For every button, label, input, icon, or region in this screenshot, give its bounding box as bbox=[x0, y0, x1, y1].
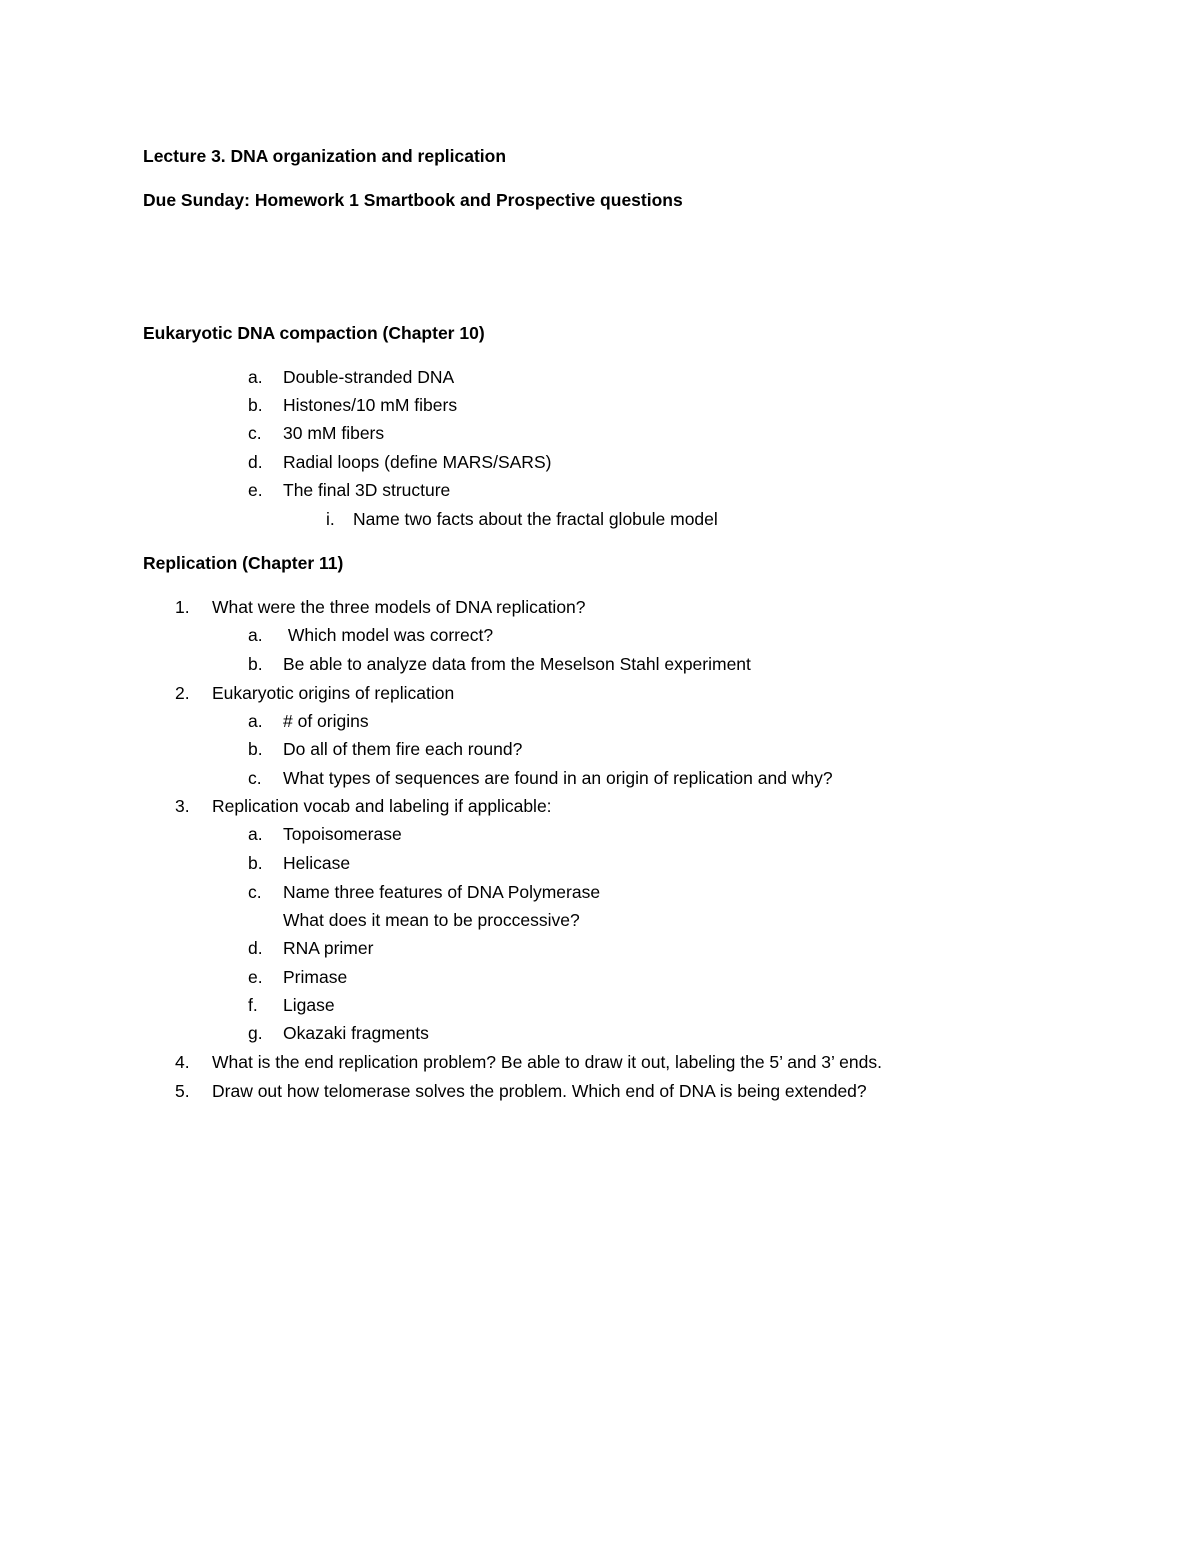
list-marker: b. bbox=[248, 395, 263, 415]
list-marker: c. bbox=[248, 768, 262, 788]
list-item-text: # of origins bbox=[283, 711, 369, 731]
list-item-text: Helicase bbox=[283, 853, 351, 873]
list-item-text: Topoisomerase bbox=[283, 824, 402, 844]
list-marker: b. bbox=[248, 654, 263, 674]
lecture-title: Lecture 3. DNA organization and replication bbox=[143, 146, 507, 166]
list-marker: g. bbox=[248, 1023, 263, 1043]
list-marker: c. bbox=[248, 423, 262, 443]
question-text: Eukaryotic origins of replication bbox=[212, 683, 455, 703]
list-marker: b. bbox=[248, 853, 263, 873]
list-marker: e. bbox=[248, 480, 263, 500]
list-item-text: The final 3D structure bbox=[283, 480, 451, 500]
list-marker: 2. bbox=[175, 683, 190, 703]
list-marker: f. bbox=[248, 995, 258, 1015]
list-item-text: Double-stranded DNA bbox=[283, 367, 455, 387]
list-item-text: Histones/10 mM fibers bbox=[283, 395, 458, 415]
question-text: What were the three models of DNA replication? bbox=[212, 597, 586, 617]
list-item-text: Radial loops (define MARS/SARS) bbox=[283, 452, 552, 472]
list-marker: b. bbox=[248, 739, 263, 759]
list-marker: d. bbox=[248, 938, 263, 958]
section-heading-replication: Replication (Chapter 11) bbox=[143, 553, 344, 573]
list-item-text: Ligase bbox=[283, 995, 335, 1015]
due-note: Due Sunday: Homework 1 Smartbook and Prospective questions bbox=[143, 190, 683, 210]
list-marker: 5. bbox=[175, 1081, 190, 1101]
list-marker: a. bbox=[248, 625, 263, 645]
list-marker: a. bbox=[248, 824, 263, 844]
section-heading-compaction: Eukaryotic DNA compaction (Chapter 10) bbox=[143, 323, 485, 343]
list-marker: d. bbox=[248, 452, 263, 472]
list-marker: 1. bbox=[175, 597, 190, 617]
list-marker: e. bbox=[248, 967, 263, 987]
list-marker: c. bbox=[248, 882, 262, 902]
list-item-text: RNA primer bbox=[283, 938, 374, 958]
list-item-text: Name two facts about the fractal globule model bbox=[353, 509, 718, 529]
question-text: Replication vocab and labeling if applicable: bbox=[212, 796, 552, 816]
question-text: What is the end replication problem? Be able to draw it out, labeling the 5’ and 3’ ends. bbox=[212, 1052, 882, 1072]
list-item-text: What does it mean to be proccessive? bbox=[283, 910, 580, 930]
list-marker: a. bbox=[248, 367, 263, 387]
list-marker: 3. bbox=[175, 796, 190, 816]
list-item-text: Name three features of DNA Polymerase bbox=[283, 882, 601, 902]
list-item-text: Primase bbox=[283, 967, 348, 987]
question-text: Draw out how telomerase solves the problem. Which end of DNA is being extended? bbox=[212, 1081, 867, 1101]
list-item-text: Okazaki fragments bbox=[283, 1023, 429, 1043]
list-item-text: 30 mM fibers bbox=[283, 423, 385, 443]
list-item-text: What types of sequences are found in an origin of replication and why? bbox=[283, 768, 833, 788]
list-item-text: Be able to analyze data from the Meselson Stahl experiment bbox=[283, 654, 751, 674]
list-item-text: Do all of them fire each round? bbox=[283, 739, 523, 759]
list-item-text: Which model was correct? bbox=[283, 625, 494, 645]
list-marker: 4. bbox=[175, 1052, 190, 1072]
list-marker: a. bbox=[248, 711, 263, 731]
list-marker: i. bbox=[326, 509, 335, 529]
